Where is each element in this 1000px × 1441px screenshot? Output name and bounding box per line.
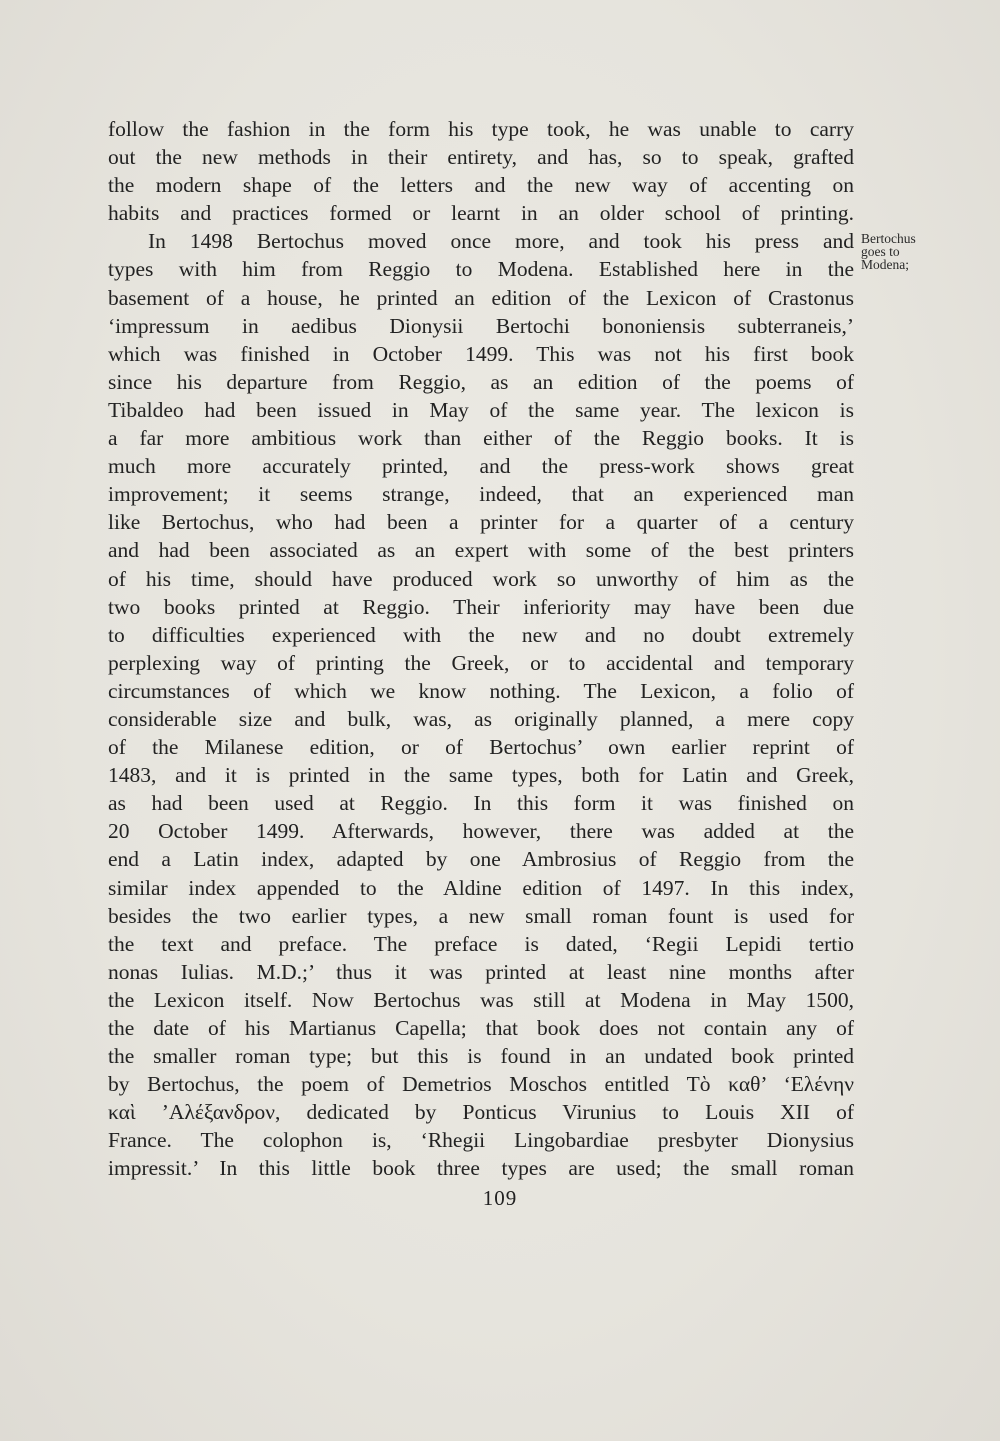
text-line: types with him from Reggio to Modena. Established here in the: [108, 257, 854, 282]
margin-note-line: Modena;: [861, 257, 909, 272]
text-line: 20 October 1499. Afterwards, however, there was added at the: [108, 819, 854, 844]
page-number: 109: [482, 1186, 518, 1210]
text-line: Tibaldeo had been issued in May of the same year. The lexicon is: [108, 397, 854, 422]
text-line: nonas Iulias. M.D.;’ thus it was printed at least nine months after: [108, 959, 854, 984]
text-line: as had been used at Reggio. In this form it was finished on: [108, 791, 854, 816]
text-line-paragraph-start: In 1498 Bertochus moved once more, and took his press and: [148, 229, 854, 254]
text-line: circumstances of which we know nothing. The Lexicon, a folio of: [108, 678, 854, 703]
text-line: and had been associated as an expert with some of the best printers: [108, 538, 854, 563]
text-line: perplexing way of printing the Greek, or to accidental and temporary: [108, 650, 854, 675]
text-line: considerable size and bulk, was, as originally planned, a mere copy: [108, 706, 854, 731]
text-line: of the Milanese edition, or of Bertochus’ own earlier reprint of: [108, 735, 854, 760]
text-line: improvement; it seems strange, indeed, that an experienced man: [108, 482, 854, 507]
text-line: the text and preface. The preface is dated, ‘Regii Lepidi tertio: [108, 931, 854, 956]
margin-note: [861, 232, 991, 271]
text-line: follow the fashion in the form his type took, he was unable to carry: [108, 117, 854, 141]
text-line: basement of a house, he printed an edition of the Lexicon of Crastonus: [108, 285, 854, 310]
margin-note-line: goes to: [861, 244, 900, 259]
text-line: to difficulties experienced with the new and no doubt extremely: [108, 622, 854, 647]
body-text: [108, 115, 854, 1183]
text-line: much more accurately printed, and the press-work shows great: [108, 454, 854, 479]
text-line: a far more ambitious work than either of the Reggio books. It is: [108, 426, 854, 451]
text-line: two books printed at Reggio. Their inferiority may have been due: [108, 594, 854, 619]
text-line: which was finished in October 1499. This was not his first book: [108, 341, 854, 366]
text-line: end a Latin index, adapted by one Ambrosius of Reggio from the: [108, 847, 854, 872]
text-line: since his departure from Reggio, as an edition of the poems of: [108, 369, 854, 394]
text-line: habits and practices formed or learnt in an older school of printing.: [108, 201, 854, 226]
margin-note-line: Bertochus: [861, 231, 916, 246]
text-line: 1483, and it is printed in the same types, both for Latin and Greek,: [108, 763, 854, 788]
text-line: out the new methods in their entirety, and has, so to speak, grafted: [108, 145, 854, 170]
text-line: besides the two earlier types, a new small roman fount is used for: [108, 903, 854, 928]
text-line: France. The colophon is, ‘Rhegii Lingobardiae presbyter Dionysius: [108, 1128, 854, 1153]
text-line: of his time, should have produced work so unworthy of him as the: [108, 566, 854, 591]
text-line: the modern shape of the letters and the new way of accenting on: [108, 173, 854, 198]
text-line: impressit.’ In this little book three types are used; the small roman: [108, 1156, 854, 1181]
text-line: like Bertochus, who had been a printer for a quarter of a century: [108, 510, 854, 535]
text-line: similar index appended to the Aldine edition of 1497. In this index,: [108, 875, 854, 900]
text-line: the date of his Martianus Capella; that book does not contain any of: [108, 1016, 854, 1040]
text-line: ‘impressum in aedibus Dionysii Bertochi bononiensis subterraneis,’: [108, 313, 854, 338]
text-line: the Lexicon itself. Now Bertochus was still at Modena in May 1500,: [108, 987, 854, 1012]
text-line: καὶ ’Αλέξανδρον, dedicated by Ponticus Virunius to Louis XII of: [108, 1100, 854, 1125]
text-line: by Bertochus, the poem of Demetrios Moschos entitled Τὸ καθ’ ‘Ελένην: [108, 1072, 854, 1097]
text-line: the smaller roman type; but this is found in an undated book printed: [108, 1044, 854, 1069]
